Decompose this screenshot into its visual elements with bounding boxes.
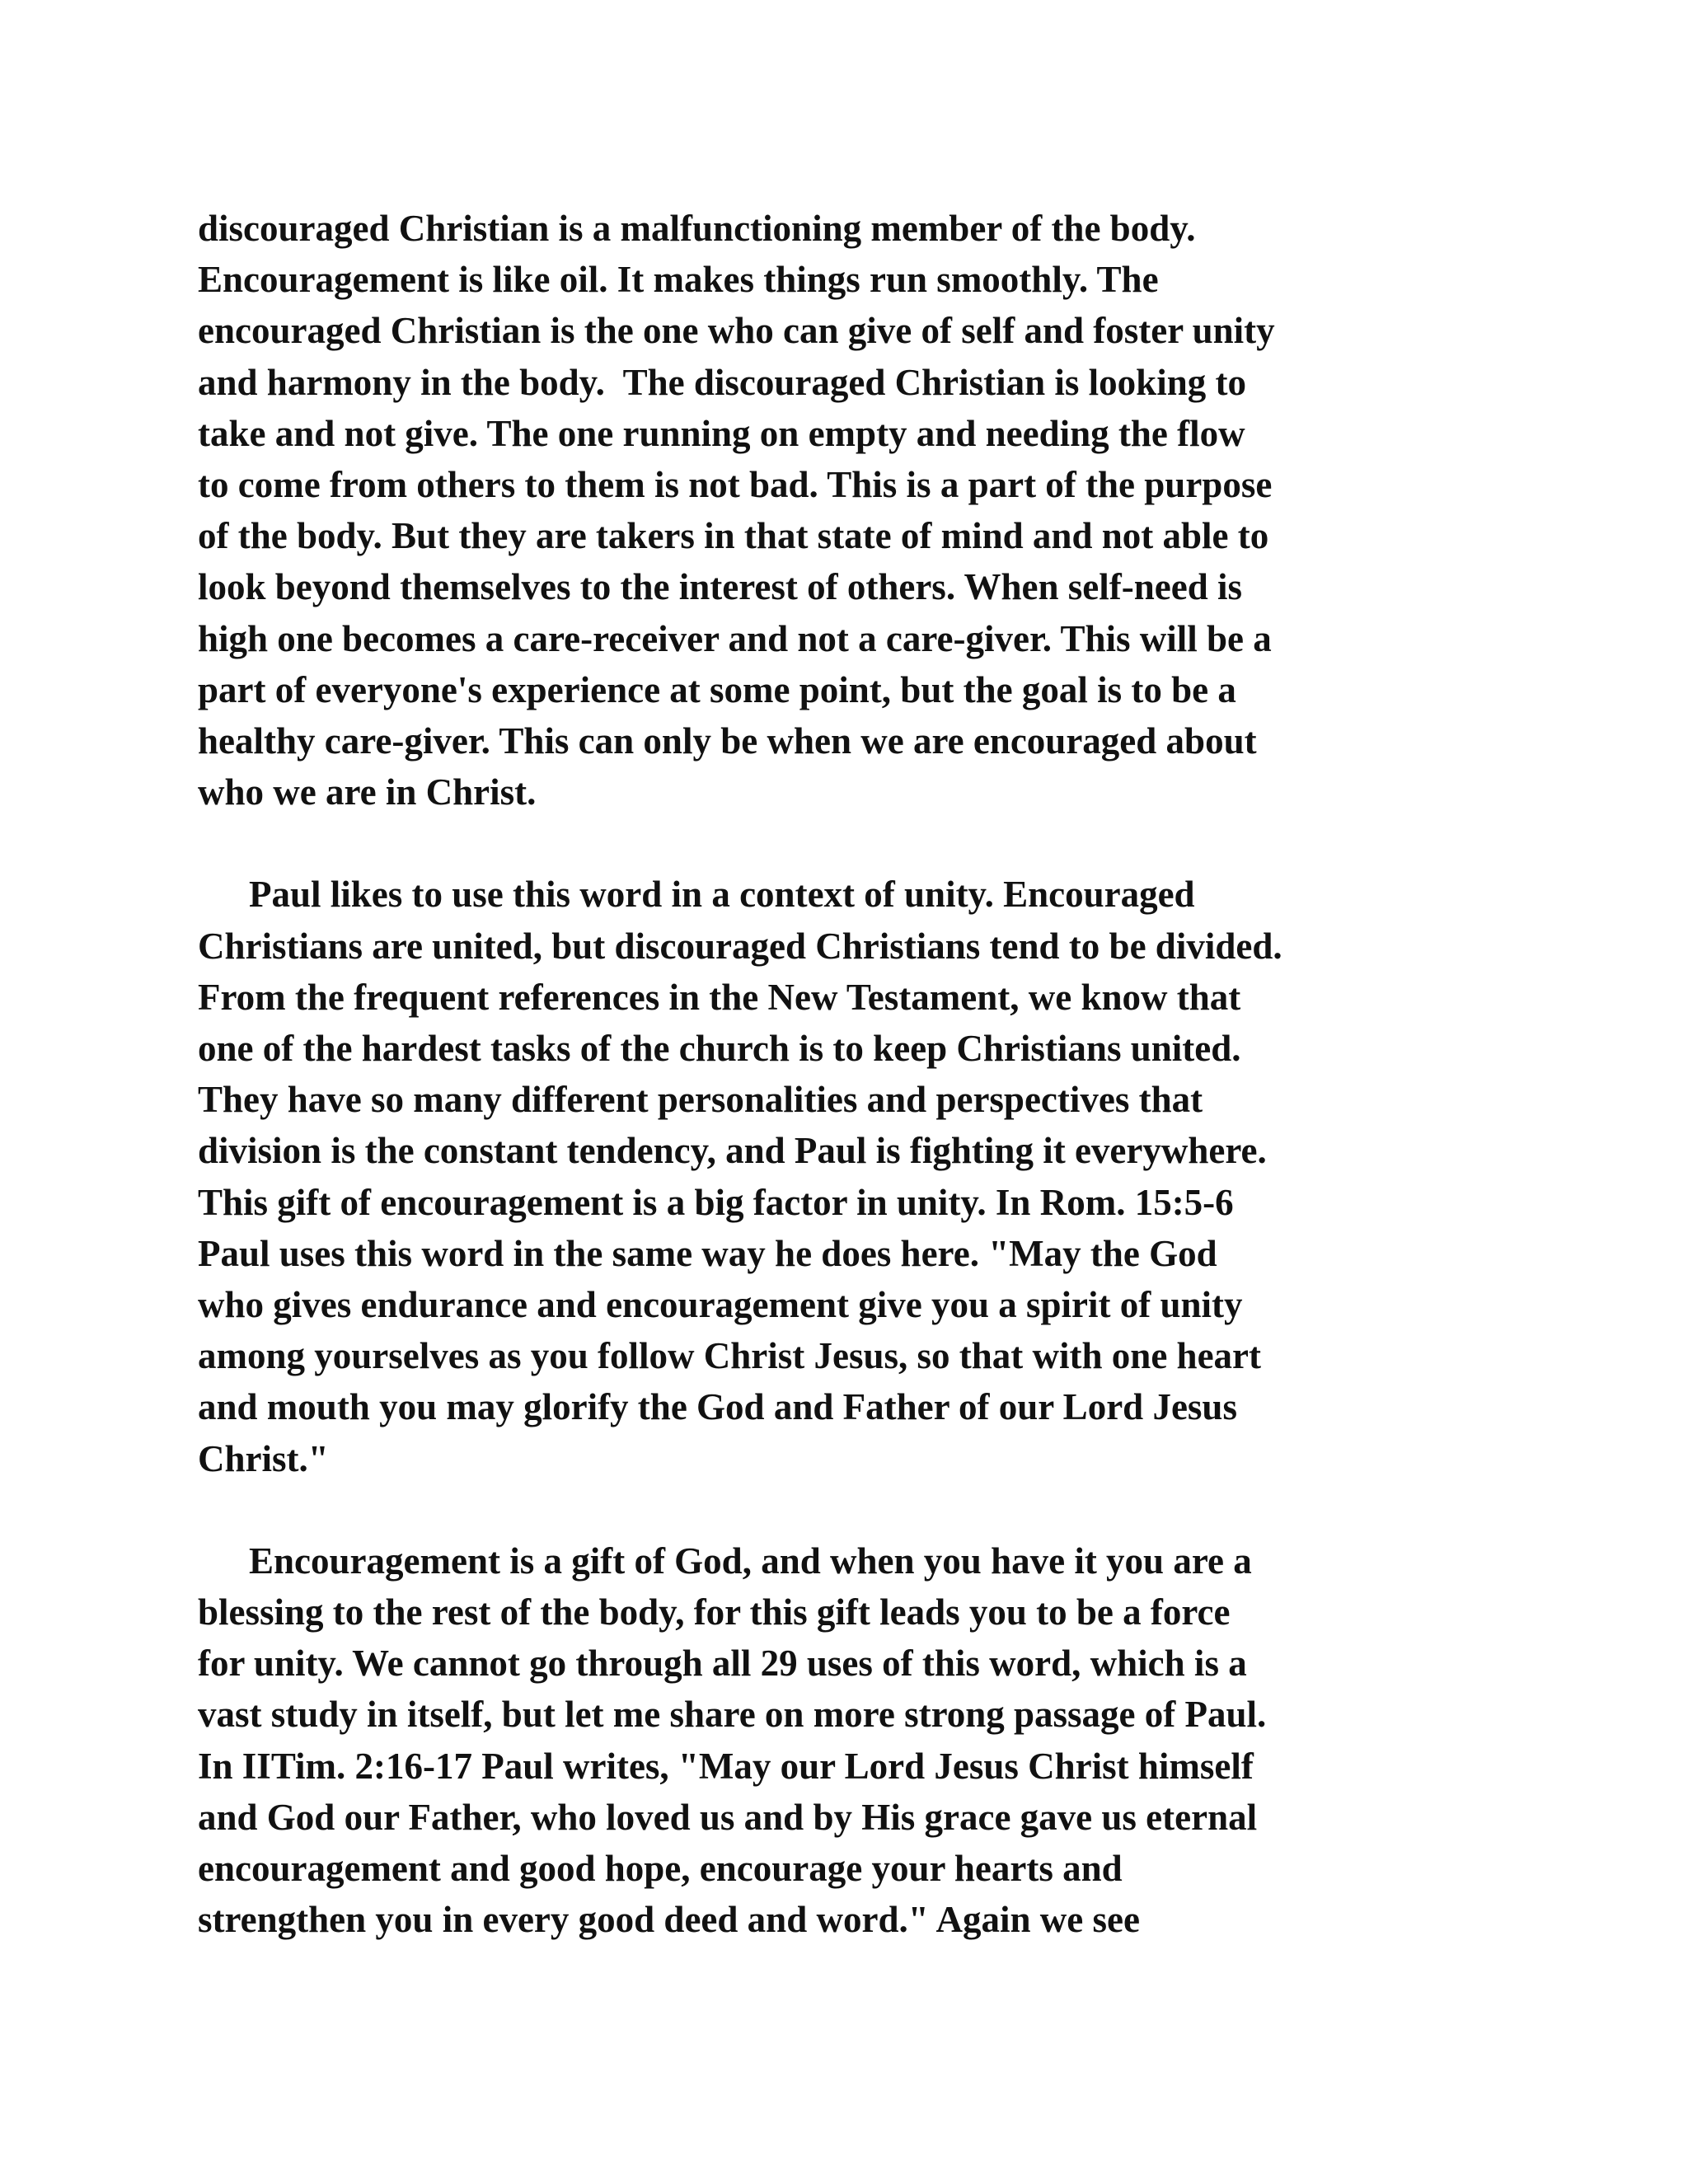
text-line: Christ.": [198, 1437, 329, 1479]
text-line: and harmony in the body. The discouraged Christian is looking to: [198, 361, 1246, 403]
text-line: take and not give. The one running on empty and needing the flow: [198, 412, 1245, 454]
text-line: part of everyone's experience at some point, but the goal is to be a: [198, 668, 1236, 710]
text-line: who gives endurance and encouragement give you a spirit of unity: [198, 1283, 1243, 1325]
text-line: strengthen you in every good deed and word." Again we see: [198, 1899, 1140, 1941]
text-line: high one becomes a care-receiver and not a care-giver. This will be a: [198, 617, 1272, 659]
text-line: among yourselves as you follow Christ Jesus, so that with one heart: [198, 1335, 1262, 1377]
text-line: look beyond themselves to the interest of others. When self-need is: [198, 566, 1243, 608]
text-line: one of the hardest tasks of the church is to keep Christians united.: [198, 1028, 1241, 1069]
text-line: vast study in itself, but let me share on more strong passage of Paul.: [198, 1694, 1267, 1736]
text-line: encouraged Christian is the one who can give of self and foster unity: [198, 310, 1275, 352]
paragraph-1: [198, 203, 1517, 818]
text-line: Encouragement is a gift of God, and when you have it you are a: [249, 1540, 1252, 1582]
text-line: healthy care-giver. This can only be when we are encouraged about: [198, 719, 1257, 762]
text-line: discouraged Christian is a malfunctioning member of the body.: [198, 208, 1196, 249]
text-line: Christians are united, but discouraged Christians tend to be divided.: [198, 925, 1282, 967]
text-line: encouragement and good hope, encourage your hearts and: [198, 1848, 1123, 1889]
text-line: and mouth you may glorify the God and Father of our Lord Jesus: [198, 1386, 1237, 1428]
text-line: of the body. But they are takers in that state of mind and not able to: [198, 515, 1269, 557]
text-line: and God our Father, who loved us and by His grace gave us eternal: [198, 1796, 1258, 1838]
text-line: blessing to the rest of the body, for this gift leads you to be a force: [198, 1591, 1231, 1633]
paragraph-gap: [198, 818, 1517, 869]
text-line: This gift of encouragement is a big factor in unity. In Rom. 15:5-6: [198, 1181, 1234, 1223]
paragraph-3: [198, 1535, 1517, 1946]
paragraph-gap: [198, 1484, 1517, 1535]
text-line: Encouragement is like oil. It makes things run smoothly. The: [198, 259, 1159, 301]
text-line: division is the constant tendency, and Paul is fighting it everywhere.: [198, 1130, 1267, 1172]
text-line: to come from others to them is not bad. This is a part of the purpose: [198, 463, 1273, 505]
paragraph-2: [198, 869, 1517, 1483]
text-line: From the frequent references in the New Testament, we know that: [198, 976, 1241, 1018]
text-line: Paul uses this word in the same way he does here. "May the God: [198, 1232, 1217, 1274]
text-line: for unity. We cannot go through all 29 uses of this word, which is a: [198, 1643, 1247, 1685]
text-line: who we are in Christ.: [198, 771, 537, 813]
text-line: In IITim. 2:16-17 Paul writes, "May our Lord Jesus Christ himself: [198, 1745, 1254, 1787]
text-line: They have so many different personalities and perspectives that: [198, 1079, 1203, 1121]
body-text: [198, 203, 1517, 1945]
text-line: Paul likes to use this word in a context of unity. Encouraged: [249, 874, 1195, 916]
